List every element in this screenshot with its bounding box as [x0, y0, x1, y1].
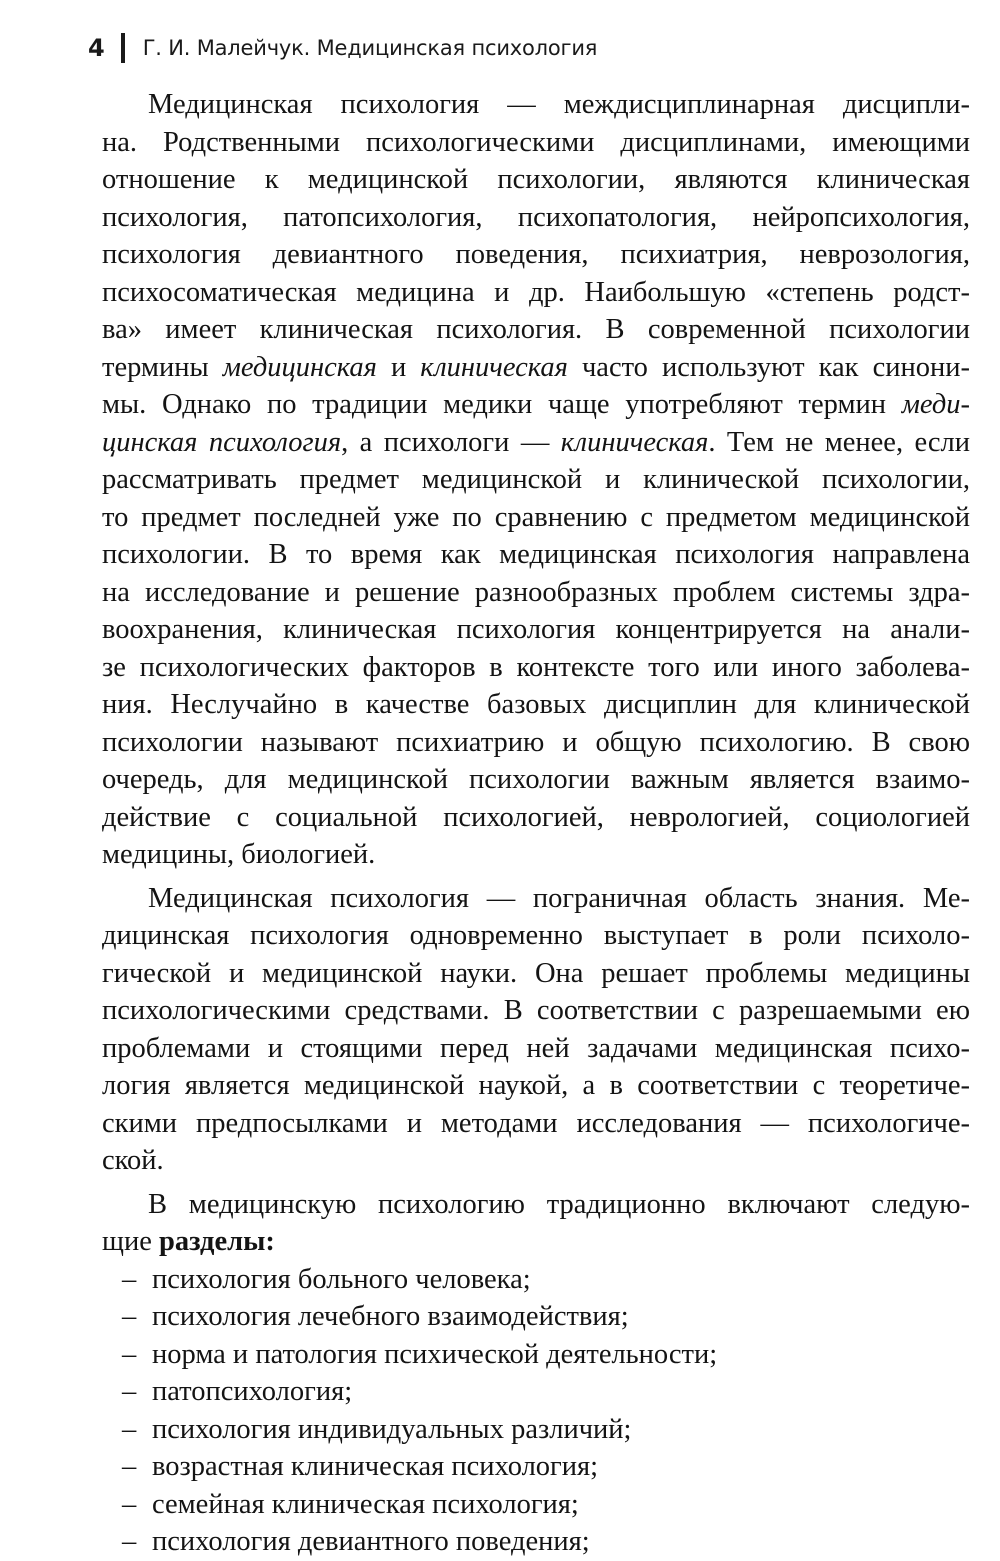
- text-line: медицины, биологией.: [102, 839, 376, 870]
- list-item: [122, 1523, 970, 1561]
- list-dash: –: [122, 1488, 137, 1520]
- page-number: 4: [88, 34, 105, 62]
- list-item: [122, 1486, 970, 1524]
- list-item-text: возрастная клиническая психология;: [152, 1451, 599, 1482]
- italic-term: клиническая: [560, 426, 709, 458]
- list-item-text: психология больного человека;: [152, 1263, 531, 1295]
- text-line: на. Родственными психологическими дисциплинами, имеющими: [102, 126, 970, 158]
- list-dash: –: [122, 1263, 137, 1295]
- text-line: действие с социальной психологией, неврологией, социологией: [102, 801, 970, 833]
- text-run: щие: [102, 1226, 159, 1257]
- text-line: [102, 424, 970, 462]
- text-line: ва» имеет клиническая психология. В современной психологии: [102, 314, 970, 345]
- text-line: гической и медицинской науки. Она решает проблемы медицины: [102, 957, 970, 989]
- text-line: В медицинскую психологию традиционно включают следую-: [148, 1188, 970, 1220]
- list-item: [122, 1336, 970, 1374]
- list-item: [122, 1411, 970, 1449]
- list-item: [122, 1373, 970, 1411]
- text-line: Медицинская психология — пограничная область знания. Ме-: [148, 882, 970, 914]
- text-line: отношение к медицинской психологии, являются клиническая: [102, 164, 970, 195]
- paragraph-1: [102, 86, 970, 874]
- running-head: [88, 28, 597, 68]
- text-line: [102, 1223, 970, 1261]
- list-item-text: психология девиантного поведения;: [152, 1526, 590, 1557]
- text-line: проблемами и стоящими перед ней задачами медицинская психо-: [102, 1032, 970, 1064]
- list-item: [122, 1298, 970, 1336]
- text-line: психология девиантного поведения, психиатрия, неврозология,: [102, 239, 970, 270]
- italic-term: цинская психология: [102, 426, 342, 458]
- list-item-text: патопсихология;: [152, 1376, 353, 1407]
- list-dash: –: [122, 1338, 137, 1370]
- text-run: . Тем не менее, если: [708, 426, 970, 458]
- text-line: психологии. В то время как медицинская психология направлена: [102, 539, 970, 570]
- italic-term: клиническая: [420, 351, 568, 383]
- text-line: очередь, для медицинской психологии важным является взаимо-: [102, 764, 970, 795]
- text-line: зе психологических факторов в контексте того или иного заболева-: [102, 651, 970, 683]
- header-divider: [121, 33, 125, 63]
- running-title: Г. И. Малейчук. Медицинская психология: [142, 36, 598, 60]
- list-item-text: норма и патология психической деятельности;: [152, 1338, 718, 1370]
- text-line: ния. Неслучайно в качестве базовых дисциплин для клинической: [102, 689, 970, 720]
- text-line: на исследование и решение разнообразных проблем системы здра-: [102, 576, 970, 608]
- text-line: логия является медицинской наукой, а в соответствии с теоретиче-: [102, 1070, 970, 1101]
- text-run: часто используют как синони-: [567, 351, 970, 383]
- list-dash: –: [122, 1413, 137, 1445]
- text-line: психология, патопсихология, психопатология, нейропсихология,: [102, 201, 970, 233]
- text-run: и: [376, 351, 421, 383]
- list-dash: –: [122, 1376, 137, 1407]
- list-item-text: психология индивидуальных различий;: [152, 1413, 632, 1445]
- text-line: психосоматическая медицина и др. Наибольшую «степень родст-: [102, 276, 970, 308]
- text-line: психологии называют психиатрию и общую психологию. В свою: [102, 726, 970, 758]
- text-line: скими предпосылками и методами исследования — психологиче-: [102, 1107, 970, 1139]
- italic-term: меди-: [901, 389, 970, 420]
- text-run: мы. Однако по традиции медики чаще употребляют термин: [102, 389, 902, 420]
- paragraph-3: [102, 1186, 970, 1261]
- text-line: Медицинская психология — междисциплинарная дисципли-: [148, 89, 970, 120]
- text-line: [102, 386, 970, 424]
- bold-term: разделы:: [158, 1226, 275, 1257]
- list-dash: –: [122, 1526, 137, 1557]
- list-item: [122, 1261, 970, 1299]
- list-item-text: семейная клиническая психология;: [152, 1488, 579, 1520]
- text-run: термины: [102, 351, 223, 383]
- list-item-text: психология лечебного взаимодействия;: [152, 1301, 629, 1332]
- text-line: ской.: [102, 1145, 164, 1176]
- sections-list: [102, 1261, 970, 1561]
- text-line: психологическими средствами. В соответствии с разрешаемыми ею: [102, 995, 970, 1026]
- text-run: , а психологи —: [341, 426, 561, 458]
- body-text: [102, 86, 970, 1561]
- text-line: [102, 349, 970, 387]
- text-line: рассматривать предмет медицинской и клинической психологии,: [102, 464, 970, 495]
- paragraph-2: [102, 880, 970, 1180]
- text-line: дицинская психология одновременно выступает в роли психоло-: [102, 920, 970, 951]
- list-dash: –: [122, 1451, 137, 1482]
- text-line: то предмет последней уже по сравнению с предметом медицинской: [102, 501, 970, 533]
- text-line: воохранения, клиническая психология концентрируется на анали-: [102, 614, 970, 645]
- list-dash: –: [122, 1301, 137, 1332]
- italic-term: медицинская: [222, 351, 377, 383]
- list-item: [122, 1448, 970, 1486]
